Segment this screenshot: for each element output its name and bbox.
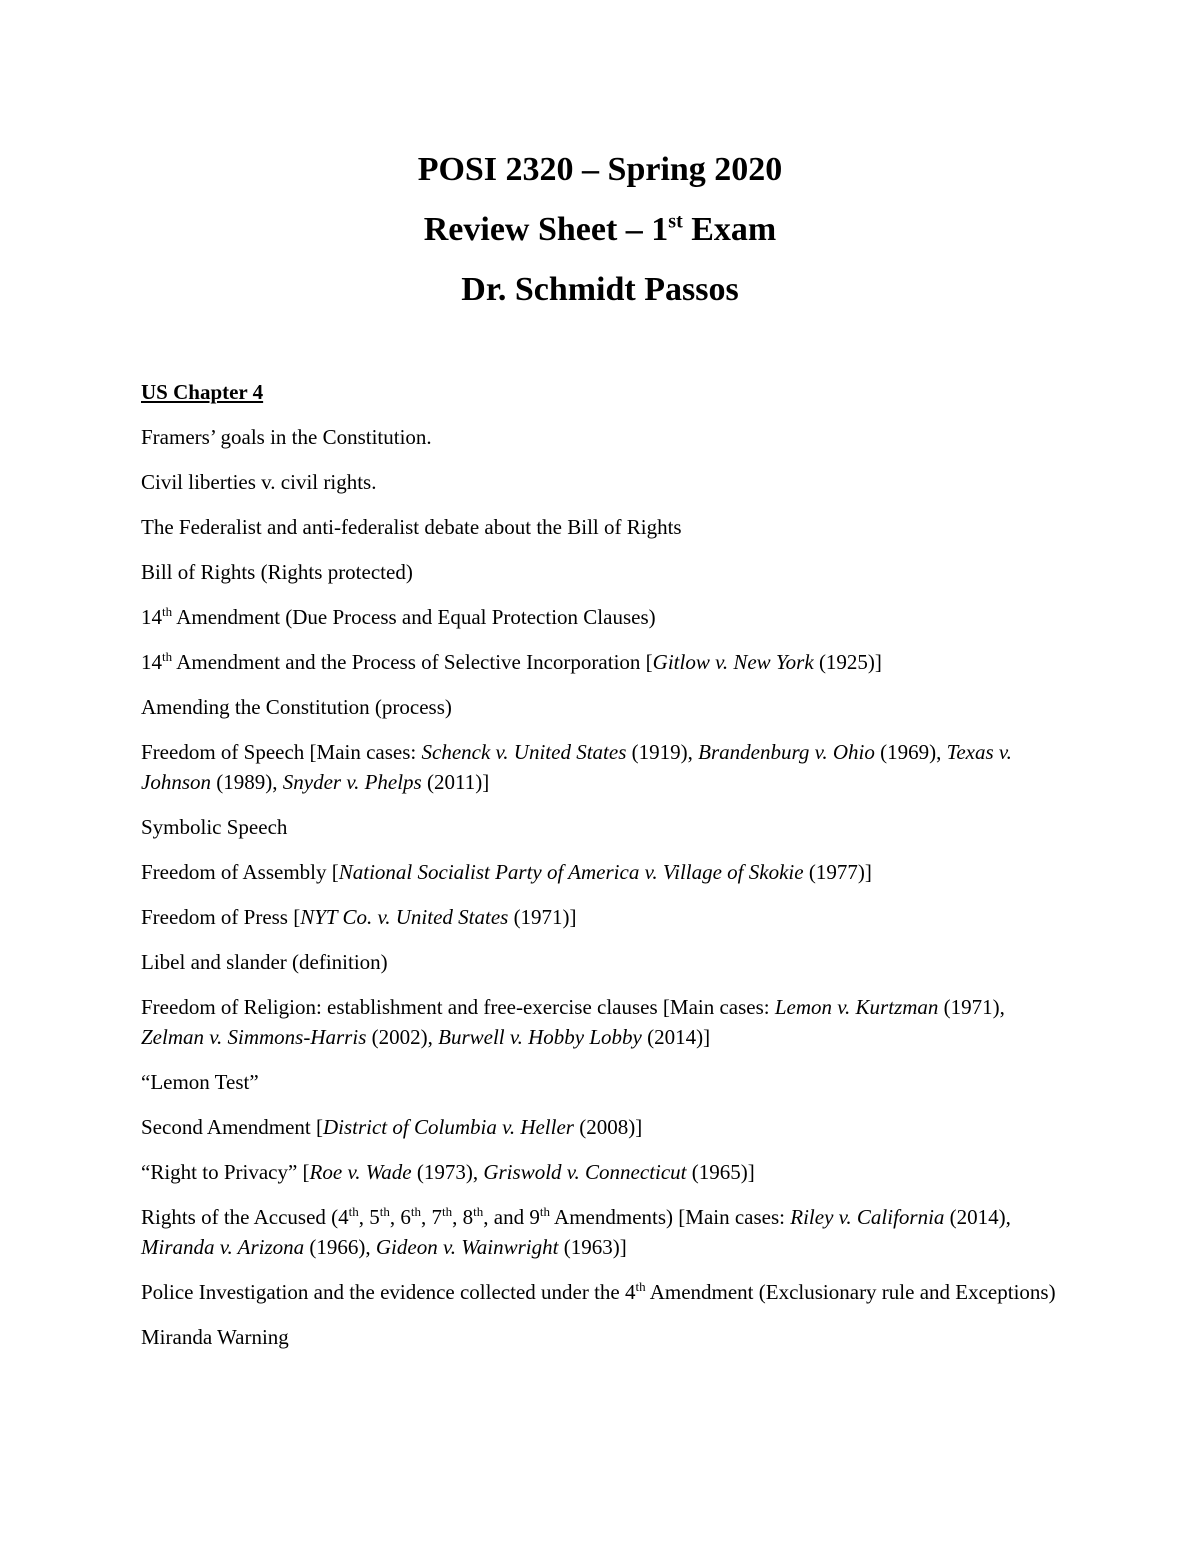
ordinal-suffix: th	[442, 1204, 453, 1219]
topic-text: Police Investigation and the evidence collected under the 4	[141, 1280, 636, 1304]
topic-text: Freedom of Press [	[141, 905, 301, 929]
review-sheet-title	[0, 200, 1200, 260]
ordinal-suffix: th	[162, 604, 173, 619]
topic-text: Libel and slander (definition)	[141, 950, 388, 974]
topic-text: (2014),	[944, 1205, 1011, 1229]
section-heading: US Chapter 4	[141, 380, 264, 404]
topic-text: (1969),	[874, 740, 947, 764]
review-title-text: Review Sheet – 1	[423, 211, 669, 248]
topic-text: “Right to Privacy” [	[141, 1160, 310, 1184]
case-name: Zelman v. Simmons-Harris	[141, 1025, 367, 1049]
review-title-exam: Exam	[682, 211, 777, 248]
topic-text: , 7	[421, 1205, 443, 1229]
topic-item	[141, 692, 1061, 722]
title-block	[0, 140, 1200, 320]
topic-text: (1977)]	[803, 860, 872, 884]
ordinal-suffix: th	[539, 1204, 550, 1219]
case-name: Schenck v. United States	[421, 740, 627, 764]
topic-list	[141, 422, 1061, 1352]
topic-text: Freedom of Religion: establishment and free-exercise clauses [Main cases:	[141, 995, 775, 1019]
case-name: Texas v. Johnson	[141, 740, 1012, 794]
topic-text: (1919),	[626, 740, 699, 764]
topic-text: (1966),	[304, 1235, 376, 1259]
topic-text: (2011)]	[421, 770, 490, 794]
case-name: District of Columbia v. Heller	[322, 1115, 574, 1139]
topic-text: Amendment (Exclusionary rule and Exceptions)	[645, 1280, 1056, 1304]
case-name: Griswold v. Connecticut	[483, 1160, 687, 1184]
topic-text: (1925)]	[813, 650, 882, 674]
case-name: Snyder v. Phelps	[282, 770, 422, 794]
case-name: Roe v. Wade	[309, 1160, 412, 1184]
ordinal-suffix: th	[379, 1204, 390, 1219]
topic-item	[141, 557, 1061, 587]
case-name: Riley v. California	[790, 1205, 945, 1229]
topic-item	[141, 512, 1061, 542]
topic-text: Rights of the Accused (4	[141, 1205, 349, 1229]
case-name: Brandenburg v. Ohio	[698, 740, 875, 764]
ordinal-suffix: th	[410, 1204, 422, 1219]
topic-item	[141, 812, 1061, 842]
review-title-ordinal: st	[668, 210, 683, 233]
topic-item	[141, 647, 1061, 677]
topic-text: , 6	[389, 1205, 411, 1229]
topic-text: 14	[141, 605, 162, 629]
course-title: POSI 2320 – Spring 2020	[417, 151, 783, 188]
case-name: Gideon v. Wainwright	[375, 1235, 559, 1259]
topic-item	[141, 737, 1061, 797]
topic-text: Amendment and the Process of Selective Incorporation [	[172, 650, 653, 674]
topic-text: (2002),	[366, 1025, 439, 1049]
topic-item	[141, 992, 1061, 1052]
topic-text: (1989),	[211, 770, 283, 794]
review-topics	[141, 377, 1061, 1367]
topic-text: Freedom of Assembly [	[141, 860, 339, 884]
ordinal-suffix: th	[162, 649, 173, 664]
topic-text: (1971)]	[508, 905, 577, 929]
case-name: Burwell v. Hobby Lobby	[438, 1025, 642, 1049]
topic-text: Second Amendment [	[141, 1115, 323, 1139]
topic-text: Bill of Rights (Rights protected)	[141, 560, 413, 584]
ordinal-suffix: th	[473, 1204, 484, 1219]
topic-item	[141, 947, 1061, 977]
topic-text: Amending the Constitution (process)	[141, 695, 452, 719]
topic-text: Miranda Warning	[141, 1325, 289, 1349]
topic-text: Civil liberties v. civil rights.	[141, 470, 377, 494]
topic-text: (1965)]	[686, 1160, 755, 1184]
topic-text: (1971),	[938, 995, 1005, 1019]
topic-item	[141, 1157, 1061, 1187]
case-name: Gitlow v. New York	[652, 650, 814, 674]
topic-text: Amendments) [Main cases:	[549, 1205, 791, 1229]
topic-item	[141, 902, 1061, 932]
topic-text: (1973),	[411, 1160, 484, 1184]
ordinal-suffix: th	[348, 1204, 359, 1219]
topic-item	[141, 1067, 1061, 1097]
case-name: NYT Co. v. United States	[300, 905, 509, 929]
topic-item	[141, 1322, 1061, 1352]
topic-text: Symbolic Speech	[141, 815, 288, 839]
topic-text: (2008)]	[573, 1115, 643, 1139]
topic-item	[141, 422, 1061, 452]
topic-item	[141, 467, 1061, 497]
case-name: Miranda v. Arizona	[141, 1235, 305, 1259]
topic-text: , 8	[452, 1205, 474, 1229]
case-name: National Socialist Party of America v. Village of Skokie	[338, 860, 804, 884]
topic-text: “Lemon Test”	[141, 1070, 259, 1094]
topic-item	[141, 1277, 1061, 1307]
topic-item	[141, 602, 1061, 632]
topic-text: Framers’ goals in the Constitution.	[141, 425, 432, 449]
topic-text: , 5	[358, 1205, 380, 1229]
topic-text: Amendment (Due Process and Equal Protection Clauses)	[172, 605, 656, 629]
topic-text: , and 9	[483, 1205, 540, 1229]
case-name: Lemon v. Kurtzman	[774, 995, 939, 1019]
topic-text: (1963)]	[558, 1235, 627, 1259]
topic-item	[141, 857, 1061, 887]
topic-item	[141, 1112, 1061, 1142]
topic-text: (2014)]	[641, 1025, 711, 1049]
instructor-name: Dr. Schmidt Passos	[461, 271, 739, 308]
topic-text: Freedom of Speech [Main cases:	[141, 740, 422, 764]
topic-text: 14	[141, 650, 162, 674]
topic-text: The Federalist and anti-federalist debate about the Bill of Rights	[141, 515, 682, 539]
ordinal-suffix: th	[635, 1279, 646, 1294]
topic-item	[141, 1202, 1061, 1262]
